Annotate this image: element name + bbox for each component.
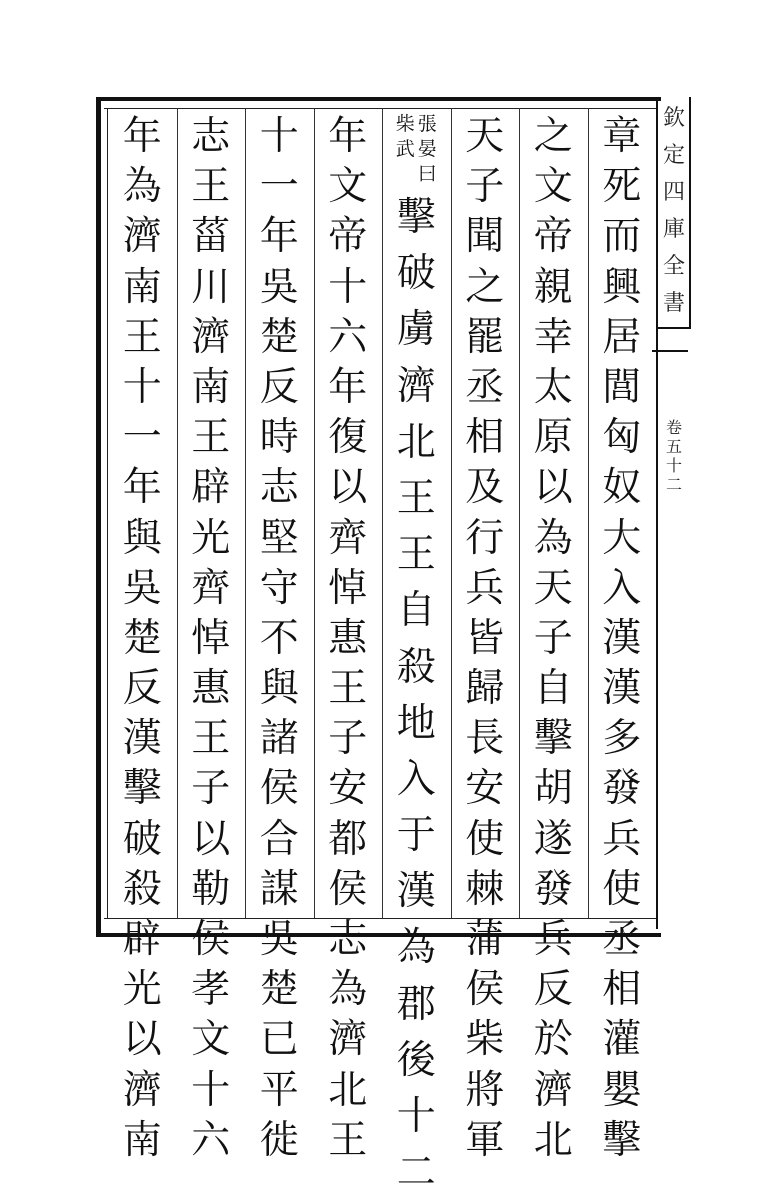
text-char: 虜 xyxy=(396,307,436,353)
text-char: 齊 xyxy=(191,565,231,611)
text-char: 南 xyxy=(122,1117,162,1163)
text-char: 濟 xyxy=(533,1067,573,1113)
text-char: 殺 xyxy=(122,866,162,912)
text-char: 已 xyxy=(259,1017,299,1063)
text-char: 吳 xyxy=(259,264,299,310)
gutter-title xyxy=(660,100,688,322)
column-rule xyxy=(588,108,589,918)
text-char: 十 xyxy=(191,1067,231,1113)
text-char: 王 xyxy=(122,314,162,360)
text-char: 將 xyxy=(465,1067,505,1113)
text-char: 擊 xyxy=(396,195,436,240)
text-char: 幸 xyxy=(533,314,573,360)
text-char: 親 xyxy=(533,264,573,310)
text-char: 以 xyxy=(533,465,573,511)
text-char: 楚 xyxy=(122,615,162,661)
text-char: 擊 xyxy=(122,766,162,812)
commentary-char: 張 xyxy=(417,113,437,135)
text-char: 兵 xyxy=(465,565,505,611)
text-char: 皆 xyxy=(465,615,505,661)
gutter-title-char: 書 xyxy=(662,291,685,316)
text-char: 時 xyxy=(259,415,299,461)
text-char: 胡 xyxy=(533,766,573,812)
text-char: 年 xyxy=(122,465,162,511)
text-column xyxy=(253,112,305,1163)
text-char: 安 xyxy=(465,766,505,812)
text-char: 文 xyxy=(191,1017,231,1063)
column-rule xyxy=(245,108,246,918)
text-char: 守 xyxy=(259,565,299,611)
text-column xyxy=(596,112,648,1163)
text-char: 十 xyxy=(396,1094,436,1139)
text-char: 及 xyxy=(465,465,505,511)
text-char: 南 xyxy=(191,364,231,410)
text-char: 川 xyxy=(191,264,231,310)
text-char: 濟 xyxy=(122,1067,162,1113)
gutter-title-char: 定 xyxy=(662,143,685,168)
text-char: 以 xyxy=(328,465,368,511)
text-char: 發 xyxy=(533,866,573,912)
text-char: 天 xyxy=(465,114,505,159)
text-char: 王 xyxy=(396,475,436,521)
text-char: 興 xyxy=(602,264,642,310)
text-char: 罷 xyxy=(465,314,505,360)
text-column xyxy=(527,112,579,1163)
text-char: 悼 xyxy=(191,615,231,661)
commentary-char: 柴 xyxy=(395,113,415,135)
text-char: 年 xyxy=(259,214,299,260)
text-char: 發 xyxy=(602,766,642,812)
text-char: 王 xyxy=(191,415,231,461)
text-char: 棘 xyxy=(465,866,505,912)
text-char: 六 xyxy=(191,1117,231,1163)
text-char: 王 xyxy=(191,164,231,210)
text-char: 殺 xyxy=(396,644,436,690)
text-char: 濟 xyxy=(396,363,436,409)
commentary-char: 武 xyxy=(395,138,415,160)
text-char: 楚 xyxy=(259,967,299,1013)
text-char: 太 xyxy=(533,364,573,410)
text-char: 多 xyxy=(602,716,642,762)
text-char: 子 xyxy=(328,716,368,762)
gutter-title-char: 欽 xyxy=(662,106,685,131)
text-char: 菑 xyxy=(191,214,231,260)
text-char: 一 xyxy=(122,415,162,461)
text-char: 漢 xyxy=(602,666,642,712)
text-char: 反 xyxy=(259,364,299,410)
text-char: 十 xyxy=(328,264,368,310)
text-char: 志 xyxy=(191,114,231,159)
text-char: 于 xyxy=(396,813,436,859)
text-char: 辟 xyxy=(191,465,231,511)
text-char: 北 xyxy=(533,1117,573,1163)
text-char: 地 xyxy=(396,700,436,746)
text-char: 入 xyxy=(396,756,436,802)
text-char: 與 xyxy=(259,666,299,712)
gutter-volume xyxy=(660,418,688,494)
text-char: 志 xyxy=(328,917,368,962)
text-char: 侯 xyxy=(191,917,231,962)
text-char: 王 xyxy=(328,666,368,712)
text-char: 平 xyxy=(259,1067,299,1113)
text-char: 王 xyxy=(191,716,231,762)
column-rule xyxy=(177,108,178,918)
text-column xyxy=(116,112,168,1163)
text-char: 章 xyxy=(602,114,642,159)
text-char: 破 xyxy=(396,251,436,297)
text-char: 歸 xyxy=(465,666,505,712)
text-char: 柴 xyxy=(465,1017,505,1063)
text-char: 合 xyxy=(259,816,299,862)
commentary-note xyxy=(390,112,442,187)
text-char: 子 xyxy=(533,615,573,661)
text-char: 為 xyxy=(122,164,162,210)
text-char: 與 xyxy=(122,515,162,561)
text-char: 文 xyxy=(328,164,368,210)
gutter-volume-char: 卷 xyxy=(665,418,682,437)
text-char: 居 xyxy=(602,314,642,360)
column-rule xyxy=(451,108,452,918)
text-char: 兵 xyxy=(533,917,573,962)
text-char: 聞 xyxy=(465,214,505,260)
text-char: 謀 xyxy=(259,866,299,912)
text-char: 不 xyxy=(259,615,299,661)
text-char: 軍 xyxy=(465,1117,505,1163)
text-char: 之 xyxy=(465,264,505,310)
text-char: 孝 xyxy=(191,967,231,1013)
text-char: 勒 xyxy=(191,866,231,912)
commentary-line xyxy=(416,112,438,187)
text-char: 濟 xyxy=(122,214,162,260)
column-rule xyxy=(314,108,315,918)
text-char: 遂 xyxy=(533,816,573,862)
text-char: 二 xyxy=(396,1150,436,1196)
text-char: 自 xyxy=(533,666,573,712)
text-char: 復 xyxy=(328,415,368,461)
text-char: 死 xyxy=(602,164,642,210)
text-char: 六 xyxy=(328,314,368,360)
text-char: 吳 xyxy=(122,565,162,611)
text-column xyxy=(185,112,237,1163)
text-char: 而 xyxy=(602,214,642,260)
text-char: 諸 xyxy=(259,716,299,762)
text-char: 文 xyxy=(533,164,573,210)
text-char: 匈 xyxy=(602,415,642,461)
text-char: 丞 xyxy=(465,364,505,410)
text-column xyxy=(459,112,511,1163)
commentary-char: 曰 xyxy=(417,163,437,185)
text-char: 辟 xyxy=(122,917,162,962)
text-char: 奴 xyxy=(602,465,642,511)
text-char: 天 xyxy=(533,565,573,611)
text-char: 相 xyxy=(465,415,505,461)
text-char: 帝 xyxy=(533,214,573,260)
text-char: 吳 xyxy=(259,917,299,962)
gutter-volume-char: 五 xyxy=(665,437,682,456)
text-char: 大 xyxy=(602,515,642,561)
text-char: 十 xyxy=(122,364,162,410)
inner-border-top xyxy=(104,108,656,109)
text-char: 反 xyxy=(122,666,162,712)
text-char: 濟 xyxy=(191,314,231,360)
text-char: 徙 xyxy=(259,1117,299,1163)
text-char: 閭 xyxy=(602,364,642,410)
text-char: 漢 xyxy=(396,869,436,915)
gutter-volume-char: 十 xyxy=(665,456,682,475)
text-char: 十 xyxy=(259,114,299,159)
column-rule xyxy=(382,108,383,918)
text-char: 後 xyxy=(396,1037,436,1083)
gutter-volume-char: 二 xyxy=(665,475,682,494)
text-char: 嬰 xyxy=(602,1067,642,1113)
text-char: 侯 xyxy=(328,866,368,912)
text-char: 兵 xyxy=(602,816,642,862)
text-char: 年 xyxy=(122,114,162,159)
text-char: 入 xyxy=(602,565,642,611)
text-char: 自 xyxy=(396,588,436,634)
text-char: 破 xyxy=(122,816,162,862)
text-char: 使 xyxy=(465,816,505,862)
text-char: 王 xyxy=(328,1117,368,1163)
text-char: 為 xyxy=(328,967,368,1013)
text-char: 年 xyxy=(328,364,368,410)
commentary-line xyxy=(394,112,416,187)
text-char: 子 xyxy=(191,766,231,812)
text-char: 南 xyxy=(122,264,162,310)
text-char: 原 xyxy=(533,415,573,461)
text-char: 齊 xyxy=(328,515,368,561)
text-char: 為 xyxy=(396,925,436,971)
text-char: 侯 xyxy=(465,967,505,1013)
text-char: 惠 xyxy=(328,615,368,661)
text-char: 子 xyxy=(465,164,505,210)
text-char: 志 xyxy=(259,465,299,511)
text-column xyxy=(390,112,442,1196)
text-char: 於 xyxy=(533,1017,573,1063)
text-char: 光 xyxy=(191,515,231,561)
text-char: 王 xyxy=(396,532,436,578)
text-char: 侯 xyxy=(259,766,299,812)
text-char: 蒲 xyxy=(465,917,505,962)
text-char: 以 xyxy=(191,816,231,862)
text-char: 惠 xyxy=(191,666,231,712)
text-char: 北 xyxy=(328,1067,368,1113)
text-char: 漢 xyxy=(122,716,162,762)
text-char: 長 xyxy=(465,716,505,762)
gutter-title-char: 全 xyxy=(662,254,685,279)
text-char: 年 xyxy=(328,114,368,159)
text-char: 之 xyxy=(533,114,573,159)
text-char: 安 xyxy=(328,766,368,812)
commentary-char: 晏 xyxy=(417,138,437,160)
text-char: 悼 xyxy=(328,565,368,611)
gutter-fishtail xyxy=(652,350,688,362)
text-char: 丞 xyxy=(602,917,642,962)
column-rule xyxy=(519,108,520,918)
text-char: 使 xyxy=(602,866,642,912)
text-char: 漢 xyxy=(602,615,642,661)
text-char: 行 xyxy=(465,515,505,561)
gutter-title-char: 庫 xyxy=(662,217,685,242)
text-char: 北 xyxy=(396,419,436,465)
text-char: 一 xyxy=(259,164,299,210)
text-char: 光 xyxy=(122,967,162,1013)
text-char: 相 xyxy=(602,967,642,1013)
text-char: 楚 xyxy=(259,314,299,360)
text-char: 以 xyxy=(122,1017,162,1063)
text-char: 為 xyxy=(533,515,573,561)
text-char: 帝 xyxy=(328,214,368,260)
text-char: 都 xyxy=(328,816,368,862)
text-char: 灌 xyxy=(602,1017,642,1063)
text-char: 郡 xyxy=(396,981,436,1027)
text-char: 堅 xyxy=(259,515,299,561)
gutter-title-char: 四 xyxy=(662,180,685,205)
text-char: 擊 xyxy=(533,716,573,762)
text-column xyxy=(322,112,374,1163)
text-char: 反 xyxy=(533,967,573,1013)
inner-border-left xyxy=(107,108,108,918)
text-char: 濟 xyxy=(328,1017,368,1063)
text-char: 擊 xyxy=(602,1117,642,1163)
